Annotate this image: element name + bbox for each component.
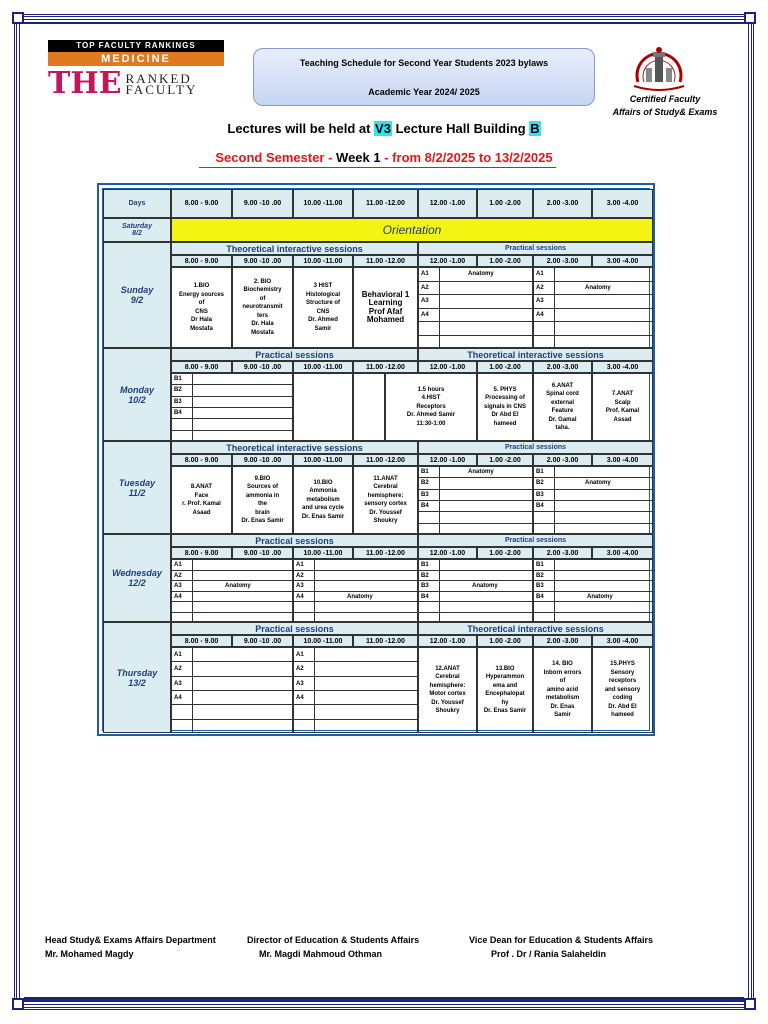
lecture-14-bio: 14. BIO Inborn errors of amino acid metabolism Dr. Enas Samir: [533, 647, 592, 733]
group-row: B1: [534, 467, 652, 478]
group-row: A1: [172, 648, 292, 662]
day-thursday: Thursday 13/2: [103, 622, 171, 733]
time-slot-header: 8.00 - 9.00: [171, 547, 232, 559]
day-wednesday: Wednesday 12/2: [103, 534, 171, 622]
section-title: Practical sessions: [418, 534, 653, 547]
day-saturday: Saturday 8/2: [103, 218, 171, 242]
signature-name: Mr. Magdi Mahmoud Othman: [259, 949, 382, 959]
day-monday: Monday 10/2: [103, 348, 171, 441]
time-slot-header: 12.00 -1.00: [418, 361, 477, 373]
group-row: A4: [419, 309, 532, 323]
lecture-12-anat: 12.ANAT Cerebral hemisphere: Motor cortex Dr. Youssef Shoukry: [418, 647, 477, 733]
time-slot-header: 2.00 -3.00: [533, 454, 592, 466]
lecture-1-bio: 1.BIO Energy sources of CNS Dr Hala Mostafa: [171, 267, 232, 348]
signature-role: Director of Education & Students Affairs: [247, 935, 420, 945]
group-row: A1: [294, 560, 417, 571]
group-row: A2: [294, 662, 417, 676]
time-slot-header: 1.00 -2.00: [477, 255, 533, 267]
page-border-top-band: [24, 22, 744, 24]
logo-the: THE: [48, 66, 122, 101]
signature-name: Mr. Mohamed Magdy: [45, 949, 134, 959]
section-title: Practical sessions: [171, 534, 418, 547]
lecture-behavioral-1: Behavioral 1 Learning Prof Afaf Mohamed: [353, 267, 418, 348]
time-slot-header: 3.00 -4.00: [592, 635, 653, 647]
schedule-table: [97, 183, 655, 736]
group-row: [294, 720, 417, 733]
group-row: A2: [294, 571, 417, 582]
group-row: [294, 602, 417, 613]
days-header: Days: [103, 189, 171, 218]
wednesday-b-groups: [418, 559, 533, 622]
day-sunday: Sunday 9/2: [103, 242, 171, 348]
group-row: [172, 613, 292, 623]
group-row: B2: [172, 385, 292, 396]
logo-strip: TOP FACULTY RANKINGS: [48, 40, 224, 52]
time-slot-header: 11.00 -12.00: [353, 189, 418, 218]
time-slot-header: 11.00 -12.00: [353, 635, 418, 647]
group-row: B4: [534, 501, 652, 512]
time-slot-header: 12.00 -1.00: [418, 635, 477, 647]
group-row: A1: [172, 560, 292, 571]
section-title: Theoretical interactive sessions: [418, 348, 653, 361]
group-row: [419, 512, 532, 523]
group-row: A4: [294, 691, 417, 705]
empty-cell: [293, 373, 353, 441]
group-row: [172, 720, 292, 733]
hall-highlight: V3: [375, 121, 391, 136]
lecture-5-phys: 5. PHYS Processing of signals in CNS Dr Abd El hameed: [477, 373, 533, 441]
time-slot-header: 1.00 -2.00: [477, 547, 533, 559]
lecture-8-anat: 8.ANAT Face r. Prof. Kamal Asaad: [171, 466, 232, 534]
signature-block-3: [469, 933, 653, 961]
lecture-15-phys: 15.PHYS Sensory receptors and sensory coding Dr. Abd El hameed: [592, 647, 653, 733]
group-row: [534, 336, 652, 349]
time-slot-header: 11.00 -12.00: [353, 255, 418, 267]
group-row: A3: [294, 677, 417, 691]
group-row: B1: [534, 560, 652, 571]
wednesday-b2-groups: [533, 559, 653, 622]
group-row: B2: [534, 571, 652, 582]
time-slot-header: 2.00 -3.00: [533, 255, 592, 267]
time-slot-header: 3.00 -4.00: [592, 454, 653, 466]
time-slot-header: 9.00 -10 .00: [232, 635, 293, 647]
tuesday-b2-groups: [533, 466, 653, 534]
lecture-11-anat: 11.ANAT Cerebral hemisphere: sensory cortex Dr. Youssef Shoukry: [353, 466, 418, 534]
lecture-9-bio: 9.BIO Sources of ammonia in the brain Dr. Enas Samir: [232, 466, 293, 534]
group-row: [419, 602, 532, 613]
schedule-title: Teaching Schedule for Second Year Students 2023 bylaws: [299, 58, 549, 68]
group-row: [419, 336, 532, 349]
section-title: Practical sessions: [418, 441, 653, 454]
time-slot-header: 2.00 -3.00: [533, 547, 592, 559]
time-slot-header: 10.00 -11.00: [293, 189, 353, 218]
sunday-a-groups: [418, 267, 533, 348]
time-slot-header: 8.00 - 9.00: [171, 635, 232, 647]
time-slot-header: 8.00 - 9.00: [171, 454, 232, 466]
group-row: [172, 602, 292, 613]
seal-caption-1: Certified Faculty: [629, 94, 701, 104]
sunday-a2-groups: [533, 267, 653, 348]
section-title: Practical sessions: [171, 348, 418, 361]
section-title: Theoretical interactive sessions: [418, 622, 653, 635]
time-slot-header: 10.00 -11.00: [293, 255, 353, 267]
group-row: [294, 705, 417, 719]
wednesday-a2-groups: [293, 559, 418, 622]
group-row: [172, 431, 292, 441]
time-slot-header: 3.00 -4.00: [592, 189, 653, 218]
group-row: [534, 524, 652, 534]
lecture-location: Lectures will be held at V3 Lecture Hall Building B: [227, 121, 540, 136]
time-slot-header: 10.00 -11.00: [293, 547, 353, 559]
section-title: Practical sessions: [171, 622, 418, 635]
signature-block-2: [247, 933, 419, 961]
time-slot-header: 9.00 -10 .00: [232, 255, 293, 267]
group-row: [534, 322, 652, 336]
time-slot-header: 8.00 - 9.00: [171, 255, 232, 267]
group-row: B2 Anatomy: [534, 478, 652, 489]
time-slot-header: 10.00 -11.00: [293, 635, 353, 647]
monday-b-groups: [171, 373, 293, 441]
the-ranked-faculty-logo: [48, 40, 224, 104]
time-slot-header: 11.00 -12.00: [353, 547, 418, 559]
time-slot-header: 8.00 - 9.00: [171, 361, 232, 373]
thursday-a2-groups: [293, 647, 418, 733]
time-slot-header: 3.00 -4.00: [592, 255, 653, 267]
group-row: B4: [419, 501, 532, 512]
time-slot-header: 3.00 -4.00: [592, 547, 653, 559]
frame-corner-ornament: [12, 998, 24, 1010]
group-row: A4: [172, 691, 292, 705]
seal-caption-2: Affairs of Study& Exams: [612, 107, 718, 117]
group-row: B1: [419, 560, 532, 571]
thursday-a-groups: [171, 647, 293, 733]
time-slot-header: 1.00 -2.00: [477, 635, 533, 647]
section-title: Theoretical interactive sessions: [171, 242, 418, 255]
group-row: A3 Anatomy: [172, 581, 292, 592]
orientation-banner: Orientation: [171, 218, 653, 242]
lecture-3-hist: 3 HIST Histological Structure of CNS Dr. Ahmed Samir: [293, 267, 353, 348]
signature-role: Head Study& Exams Affairs Department: [45, 935, 216, 945]
tuesday-b-groups: [418, 466, 533, 534]
lecture-6-anat: 6.ANAT Spinal cord external Feature Dr. Gamal taha.: [533, 373, 592, 441]
group-row: [419, 322, 532, 336]
lecture-4-hist: 1.5 hours 4.HIST Receptors Dr. Ahmed Samir 11:30-1:00: [385, 373, 477, 441]
time-slot-header: 9.00 -10 .00: [232, 547, 293, 559]
group-row: B1: [172, 374, 292, 385]
time-slot-header: 8.00 - 9.00: [171, 189, 232, 218]
group-row: B3: [534, 581, 652, 592]
group-row: [419, 524, 532, 534]
group-row: B4 Anatomy: [534, 592, 652, 603]
time-slot-header: 10.00 -11.00: [293, 361, 353, 373]
group-row: A2 Anatomy: [534, 282, 652, 296]
time-slot-header: 12.00 -1.00: [418, 454, 477, 466]
group-row: B4: [172, 408, 292, 419]
frame-corner-ornament: [744, 998, 756, 1010]
time-slot-header: 1.00 -2.00: [477, 454, 533, 466]
group-row: B3: [419, 490, 532, 501]
signature-block-1: [45, 933, 216, 961]
semester-underline: [199, 167, 556, 168]
group-row: [419, 613, 532, 623]
day-tuesday: Tuesday 11/2: [103, 441, 171, 534]
time-slot-header: 1.00 -2.00: [477, 361, 533, 373]
semester-week-line: Second Semester - Week 1 - from 8/2/2025 to 13/2/2025: [215, 150, 553, 165]
group-row: A2: [172, 662, 292, 676]
time-slot-header: 10.00 -11.00: [293, 454, 353, 466]
frame-corner-ornament: [12, 12, 24, 24]
time-slot-header: 3.00 -4.00: [592, 361, 653, 373]
group-row: A1: [534, 268, 652, 282]
group-row: A4: [172, 592, 292, 603]
signature-role: Vice Dean for Education & Students Affairs: [469, 935, 654, 945]
group-row: [172, 419, 292, 430]
empty-cell: [353, 373, 385, 441]
lecture-2-bio: 2. BIO Biochemistry of neurotransmit ters Dr. Hala Mostafa: [232, 267, 293, 348]
group-row: [534, 512, 652, 523]
time-slot-header: 1.00 -2.00: [477, 189, 533, 218]
building-highlight: B: [530, 121, 540, 136]
group-row: [294, 613, 417, 623]
time-slot-header: 12.00 -1.00: [418, 547, 477, 559]
time-slot-header: 12.00 -1.00: [418, 255, 477, 267]
lecture-10-bio: 10.BIO Ammonia metabolism and urea cycle Dr. Enas Samir: [293, 466, 353, 534]
group-row: A1: [294, 648, 417, 662]
logo-ranked: RANKED: [125, 71, 192, 86]
group-row: B3: [534, 490, 652, 501]
group-row: A1 Anatomy: [419, 268, 532, 282]
logo-medicine: MEDICINE: [48, 52, 224, 66]
section-title: Practical sessions: [418, 242, 653, 255]
lecture-7-anat: 7.ANAT Scalp Prof. Kamal Assad: [592, 373, 653, 441]
logo-faculty: FACULTY: [125, 82, 198, 97]
schedule-title-box: [253, 48, 595, 106]
group-row: A4 Anatomy: [294, 592, 417, 603]
wednesday-a-groups: [171, 559, 293, 622]
group-row: B2: [419, 571, 532, 582]
time-slot-header: 2.00 -3.00: [533, 635, 592, 647]
time-slot-header: 9.00 -10 .00: [232, 189, 293, 218]
group-row: A3: [294, 581, 417, 592]
group-row: [534, 613, 652, 623]
time-slot-header: 2.00 -3.00: [533, 189, 592, 218]
group-row: B3 Anatomy: [419, 581, 532, 592]
group-row: B1 Anatomy: [419, 467, 532, 478]
group-row: [534, 602, 652, 613]
time-slot-header: 9.00 -10 .00: [232, 361, 293, 373]
page-border-bottom-band: [24, 997, 744, 1002]
time-slot-header: 11.00 -12.00: [353, 454, 418, 466]
group-row: A3: [172, 677, 292, 691]
group-row: B2: [419, 478, 532, 489]
group-row: B3: [172, 397, 292, 408]
time-slot-header: 12.00 -1.00: [418, 189, 477, 218]
time-slot-header: 11.00 -12.00: [353, 361, 418, 373]
faculty-seal-icon: [628, 42, 690, 92]
frame-corner-ornament: [744, 12, 756, 24]
group-row: A4: [534, 309, 652, 323]
group-row: A3: [534, 295, 652, 309]
week-label: Week 1: [336, 150, 381, 165]
group-row: [172, 705, 292, 719]
group-row: A3: [419, 295, 532, 309]
signature-name: Prof . Dr / Rania Salaheldin: [491, 949, 607, 959]
group-row: A2: [172, 571, 292, 582]
academic-year: Academic Year 2024/ 2025: [368, 87, 480, 97]
section-title: Theoretical interactive sessions: [171, 441, 418, 454]
group-row: B4: [419, 592, 532, 603]
time-slot-header: 9.00 -10 .00: [232, 454, 293, 466]
group-row: A2: [419, 282, 532, 296]
time-slot-header: 2.00 -3.00: [533, 361, 592, 373]
lecture-13-bio: 13.BIO Hyperammon ema and Encephalopat hy Dr. Enas Samir: [477, 647, 533, 733]
